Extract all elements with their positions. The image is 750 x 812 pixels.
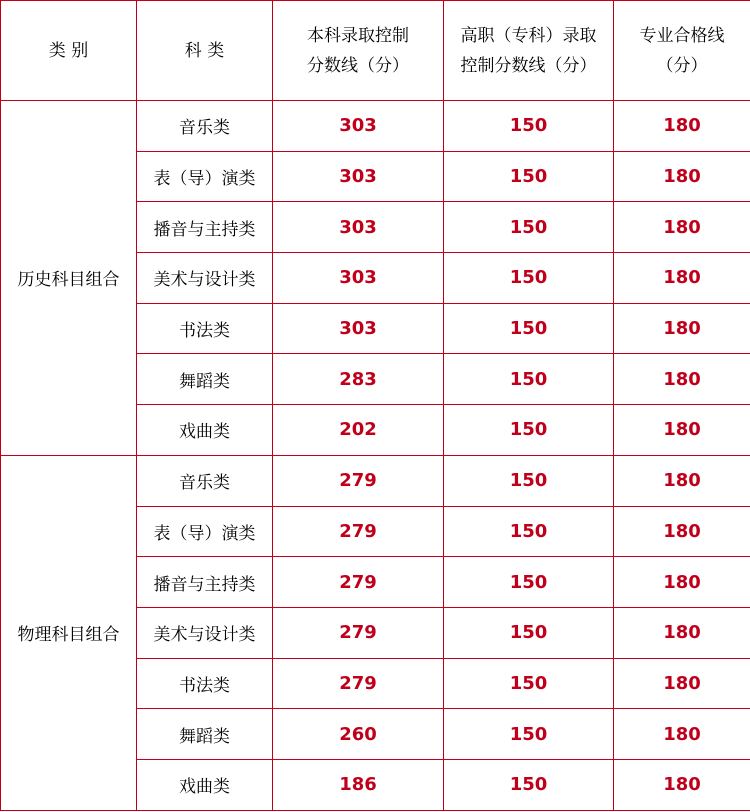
professional-score-cell: 180 (614, 709, 750, 760)
professional-score-cell: 180 (614, 607, 750, 658)
vocational-score-cell: 150 (444, 709, 614, 760)
undergrad-score-cell: 303 (273, 151, 444, 202)
subject-cell: 戏曲类 (137, 759, 273, 810)
undergrad-score-cell: 283 (273, 354, 444, 405)
vocational-score-cell: 150 (444, 101, 614, 152)
subject-cell: 舞蹈类 (137, 709, 273, 760)
undergrad-score-cell: 279 (273, 455, 444, 506)
undergrad-score-cell: 186 (273, 759, 444, 810)
vocational-score-cell: 150 (444, 202, 614, 253)
header-professional-line: 专业合格线（分） (614, 1, 750, 101)
undergrad-score-cell: 303 (273, 101, 444, 152)
header-undergrad-line: 本科录取控制分数线（分） (273, 1, 444, 101)
vocational-score-cell: 150 (444, 607, 614, 658)
vocational-score-cell: 150 (444, 151, 614, 202)
vocational-score-cell: 150 (444, 405, 614, 456)
undergrad-score-cell: 279 (273, 557, 444, 608)
undergrad-score-cell: 303 (273, 303, 444, 354)
undergrad-score-cell: 303 (273, 253, 444, 304)
subject-cell: 音乐类 (137, 101, 273, 152)
vocational-score-cell: 150 (444, 303, 614, 354)
undergrad-score-cell: 279 (273, 658, 444, 709)
professional-score-cell: 180 (614, 303, 750, 354)
professional-score-cell: 180 (614, 506, 750, 557)
subject-cell: 书法类 (137, 303, 273, 354)
professional-score-cell: 180 (614, 101, 750, 152)
table-row (1, 455, 750, 506)
vocational-score-cell: 150 (444, 759, 614, 810)
vocational-score-cell: 150 (444, 455, 614, 506)
subject-cell: 播音与主持类 (137, 557, 273, 608)
professional-score-cell: 180 (614, 759, 750, 810)
subject-cell: 戏曲类 (137, 405, 273, 456)
professional-score-cell: 180 (614, 354, 750, 405)
professional-score-cell: 180 (614, 455, 750, 506)
undergrad-score-cell: 202 (273, 405, 444, 456)
subject-cell: 舞蹈类 (137, 354, 273, 405)
vocational-score-cell: 150 (444, 658, 614, 709)
header-vocational-line: 高职（专科）录取控制分数线（分） (444, 1, 614, 101)
table-row (1, 101, 750, 152)
subject-cell: 美术与设计类 (137, 253, 273, 304)
subject-cell: 播音与主持类 (137, 202, 273, 253)
subject-cell: 表（导）演类 (137, 151, 273, 202)
undergrad-score-cell: 303 (273, 202, 444, 253)
vocational-score-cell: 150 (444, 506, 614, 557)
vocational-score-cell: 150 (444, 557, 614, 608)
professional-score-cell: 180 (614, 658, 750, 709)
professional-score-cell: 180 (614, 202, 750, 253)
table-body (1, 101, 750, 811)
vocational-score-cell: 150 (444, 253, 614, 304)
category-cell: 历史科目组合 (1, 101, 137, 456)
undergrad-score-cell: 279 (273, 607, 444, 658)
category-cell: 物理科目组合 (1, 455, 137, 810)
professional-score-cell: 180 (614, 557, 750, 608)
undergrad-score-cell: 260 (273, 709, 444, 760)
subject-cell: 音乐类 (137, 455, 273, 506)
header-subject: 科 类 (137, 1, 273, 101)
vocational-score-cell: 150 (444, 354, 614, 405)
header-category: 类 别 (1, 1, 137, 101)
subject-cell: 书法类 (137, 658, 273, 709)
subject-cell: 美术与设计类 (137, 607, 273, 658)
header-row (1, 1, 750, 101)
professional-score-cell: 180 (614, 253, 750, 304)
professional-score-cell: 180 (614, 151, 750, 202)
undergrad-score-cell: 279 (273, 506, 444, 557)
professional-score-cell: 180 (614, 405, 750, 456)
subject-cell: 表（导）演类 (137, 506, 273, 557)
